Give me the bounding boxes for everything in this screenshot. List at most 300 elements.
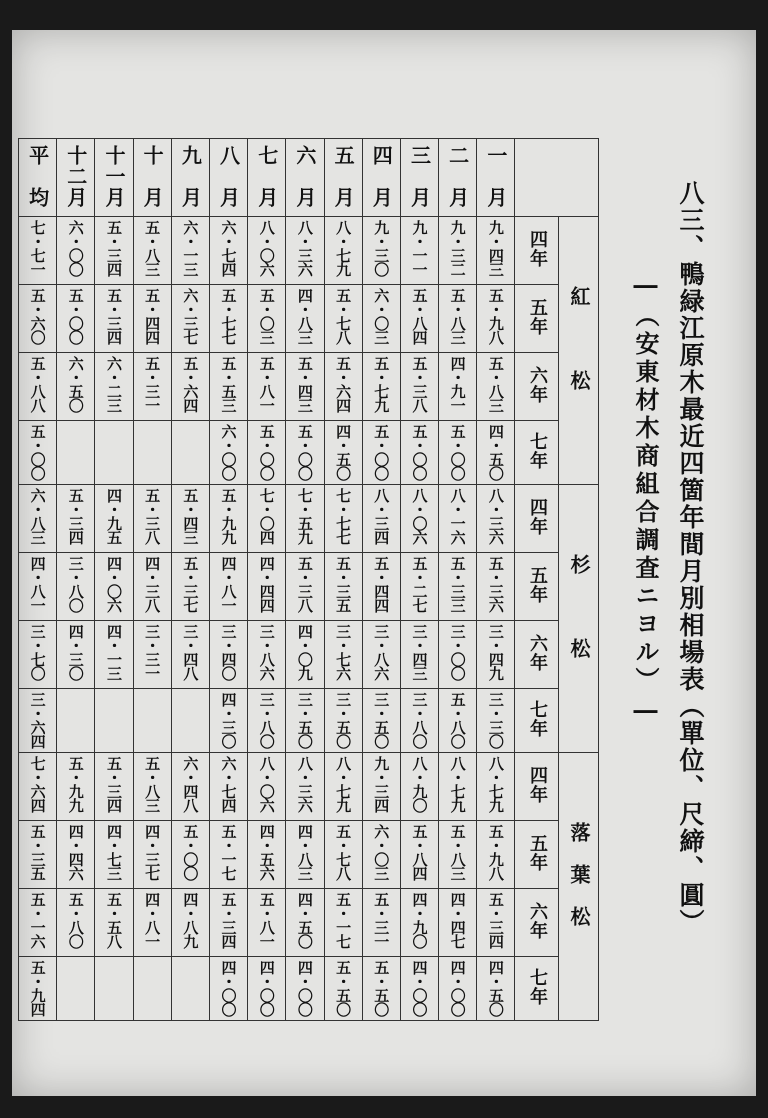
price-value: 四・〇〇 (295, 960, 314, 1016)
price-value: 三・四八 (181, 624, 200, 680)
price-cell (57, 821, 95, 889)
table-subtitle: ―（安東材木商組合調査ニヨル）― (631, 270, 660, 728)
price-value: 五・一七 (334, 892, 353, 948)
price-value: 五・三七 (181, 556, 200, 612)
price-cell (477, 421, 515, 485)
price-cell (439, 821, 477, 889)
month-label: 二 月 (445, 145, 470, 208)
price-cell (400, 753, 438, 821)
price-cell (57, 889, 95, 957)
price-cell (286, 217, 324, 285)
price-cell (248, 285, 286, 353)
price-value: 三・五〇 (334, 692, 353, 748)
price-value: 四・〇〇 (219, 960, 238, 1016)
price-value: 五・九八 (486, 824, 505, 880)
price-cell (133, 421, 171, 485)
month-label: 七 月 (254, 145, 279, 208)
price-cell (324, 421, 362, 485)
price-value: 五・一六 (28, 892, 47, 948)
price-cell (400, 353, 438, 421)
price-cell (95, 217, 133, 285)
price-value: 八・七九 (448, 756, 467, 812)
price-value: 五・〇〇 (372, 424, 391, 480)
price-cell (439, 553, 477, 621)
price-value: 五・六〇 (28, 288, 47, 344)
price-cell (57, 753, 95, 821)
price-value: 八・三六 (295, 756, 314, 812)
price-value: 四・四四 (257, 556, 276, 612)
price-cell (248, 421, 286, 485)
price-value: 五・八〇 (448, 692, 467, 748)
price-cell (171, 753, 209, 821)
price-value: 三・四九 (486, 624, 505, 680)
price-cell (95, 353, 133, 421)
price-value: 六・〇三 (372, 824, 391, 880)
month-label: 十二月 (63, 145, 88, 208)
year-header-cell (515, 889, 559, 957)
price-value: 四・五〇 (295, 892, 314, 948)
price-cell (477, 821, 515, 889)
month-header-cell (400, 139, 438, 217)
price-cell (248, 485, 286, 553)
month-label: 四 月 (369, 145, 394, 208)
price-value: 四・〇〇 (410, 960, 429, 1016)
year-header-cell (515, 421, 559, 485)
price-cell (477, 285, 515, 353)
price-cell (19, 689, 57, 753)
price-cell (248, 889, 286, 957)
price-cell (95, 821, 133, 889)
price-cell (400, 217, 438, 285)
price-value: 九・三二 (448, 220, 467, 276)
table-row (19, 421, 599, 485)
price-value: 五・三五 (28, 824, 47, 880)
price-cell (286, 285, 324, 353)
price-value: 六・〇〇 (66, 220, 85, 276)
species-header-cell (559, 217, 599, 485)
price-cell (95, 889, 133, 957)
price-value: 四・五〇 (486, 424, 505, 480)
price-cell (324, 753, 362, 821)
price-value: 四・四七 (448, 892, 467, 948)
price-cell (133, 217, 171, 285)
price-value: 四・四六 (66, 824, 85, 880)
price-cell (133, 689, 171, 753)
price-cell (286, 889, 324, 957)
price-cell (439, 621, 477, 689)
price-value: 七・六四 (28, 756, 47, 812)
price-value: 四・三七 (143, 824, 162, 880)
price-cell (57, 689, 95, 753)
price-value: 三・八六 (372, 624, 391, 680)
price-cell (324, 957, 362, 1021)
price-cell (324, 353, 362, 421)
price-value: 四・三〇 (66, 624, 85, 680)
price-value: 四・三八 (143, 556, 162, 612)
price-value: 九・三四 (372, 756, 391, 812)
price-value: 六・五〇 (66, 356, 85, 412)
price-value: 六・一三 (181, 220, 200, 276)
price-cell (95, 421, 133, 485)
price-cell (286, 553, 324, 621)
price-value: 五・三八 (143, 488, 162, 544)
price-cell (57, 217, 95, 285)
price-cell (171, 821, 209, 889)
price-value: 五・九九 (219, 488, 238, 544)
price-value: 四・八一 (28, 556, 47, 612)
price-cell (95, 957, 133, 1021)
price-cell (324, 553, 362, 621)
year-header-cell (515, 217, 559, 285)
price-cell (171, 889, 209, 957)
price-cell (95, 285, 133, 353)
price-value: 五・三四 (104, 288, 123, 344)
price-cell (362, 421, 400, 485)
price-cell (400, 553, 438, 621)
year-label: 七年 (526, 431, 548, 470)
price-value: 五・八三 (486, 356, 505, 412)
price-cell (19, 285, 57, 353)
table-row (19, 957, 599, 1021)
price-value: 五・五〇 (372, 960, 391, 1016)
price-cell (171, 353, 209, 421)
year-header-cell (515, 689, 559, 753)
price-value: 五・三三 (448, 556, 467, 612)
price-value: 五・九四 (28, 960, 47, 1016)
price-cell (362, 621, 400, 689)
year-label: 五年 (526, 833, 548, 872)
year-label: 六年 (526, 901, 548, 940)
month-header-cell (248, 139, 286, 217)
price-value: 五・三四 (104, 220, 123, 276)
price-cell (286, 689, 324, 753)
month-label: 平 均 (25, 145, 50, 208)
price-cell (133, 621, 171, 689)
price-value: 五・五〇 (334, 960, 353, 1016)
price-cell (171, 957, 209, 1021)
price-value: 六・四八 (181, 756, 200, 812)
price-cell (19, 353, 57, 421)
price-cell (400, 821, 438, 889)
species-header-cell (559, 485, 599, 753)
price-cell (95, 689, 133, 753)
price-cell (362, 553, 400, 621)
price-value: 七・五九 (295, 488, 314, 544)
month-label: 九 月 (178, 145, 203, 208)
month-header-cell (19, 139, 57, 217)
price-value: 四・五六 (257, 824, 276, 880)
title-block (624, 180, 714, 936)
price-cell (439, 889, 477, 957)
price-cell (171, 421, 209, 485)
price-cell (248, 689, 286, 753)
price-cell (209, 553, 247, 621)
price-cell (171, 621, 209, 689)
price-value: 三・八六 (257, 624, 276, 680)
price-cell (248, 753, 286, 821)
price-cell (362, 353, 400, 421)
month-label: 十 月 (140, 145, 165, 208)
price-cell (209, 753, 247, 821)
price-value: 六・七四 (219, 756, 238, 812)
year-label: 七年 (526, 967, 548, 1006)
price-value: 五・三一 (143, 356, 162, 412)
price-cell (362, 821, 400, 889)
year-header-cell (515, 353, 559, 421)
year-label: 四年 (526, 765, 548, 804)
price-value: 五・八一 (257, 892, 276, 948)
year-header-cell (515, 553, 559, 621)
price-value: 八・〇六 (410, 488, 429, 544)
price-value: 五・八三 (143, 756, 162, 812)
month-header-cell (57, 139, 95, 217)
price-value: 四・九五 (104, 488, 123, 544)
month-label: 一 月 (483, 145, 508, 208)
price-cell (362, 753, 400, 821)
month-label: 八 月 (216, 145, 241, 208)
price-cell (95, 553, 133, 621)
table-row (19, 689, 599, 753)
price-cell (362, 957, 400, 1021)
price-value: 六・八三 (28, 488, 47, 544)
price-cell (57, 353, 95, 421)
month-header-cell (133, 139, 171, 217)
price-cell (400, 485, 438, 553)
price-cell (400, 889, 438, 957)
month-label: 五 月 (331, 145, 356, 208)
price-cell (286, 485, 324, 553)
price-cell (477, 353, 515, 421)
price-cell (19, 621, 57, 689)
table-title: 八三、鴨緑江原木最近四箇年間月別相場表（單位、尺締、圓） (676, 180, 705, 936)
price-cell (95, 621, 133, 689)
price-cell (95, 485, 133, 553)
price-value: 七・〇四 (257, 488, 276, 544)
price-cell (324, 821, 362, 889)
month-header-cell (95, 139, 133, 217)
price-value: 三・三〇 (486, 692, 505, 748)
month-header-row (19, 139, 599, 217)
price-value: 四・五〇 (486, 960, 505, 1016)
price-cell (133, 353, 171, 421)
price-cell (133, 285, 171, 353)
price-cell (286, 753, 324, 821)
price-cell (19, 753, 57, 821)
table-row (19, 485, 599, 553)
table-row (19, 285, 599, 353)
price-cell (19, 553, 57, 621)
price-cell (362, 889, 400, 957)
price-cell (133, 821, 171, 889)
species-label: 杉 松 (566, 553, 591, 680)
price-value: 五・三一 (372, 892, 391, 948)
price-value: 五・八三 (448, 288, 467, 344)
price-cell (324, 689, 362, 753)
species-label: 紅 松 (566, 285, 591, 412)
price-value: 三・八〇 (66, 556, 85, 612)
table-row (19, 353, 599, 421)
price-cell (209, 957, 247, 1021)
price-cell (286, 421, 324, 485)
price-cell (362, 285, 400, 353)
price-cell (19, 957, 57, 1021)
price-value: 五・六四 (181, 356, 200, 412)
price-cell (57, 285, 95, 353)
price-cell (209, 353, 247, 421)
year-header-cell (515, 285, 559, 353)
price-value: 五・一七 (219, 824, 238, 880)
price-value: 五・〇〇 (295, 424, 314, 480)
price-value: 八・七九 (486, 756, 505, 812)
price-cell (57, 485, 95, 553)
price-cell (286, 957, 324, 1021)
price-value: 五・三八 (410, 356, 429, 412)
year-label: 五年 (526, 565, 548, 604)
month-header-cell (324, 139, 362, 217)
price-cell (133, 485, 171, 553)
price-cell (439, 957, 477, 1021)
price-cell (400, 285, 438, 353)
table-row (19, 821, 599, 889)
price-cell (439, 353, 477, 421)
price-cell (286, 621, 324, 689)
price-value: 五・三八 (295, 556, 314, 612)
month-header-cell (477, 139, 515, 217)
year-header-cell (515, 821, 559, 889)
price-value: 八・三六 (486, 488, 505, 544)
price-value: 五・〇〇 (410, 424, 429, 480)
price-cell (57, 553, 95, 621)
price-value: 五・〇〇 (66, 288, 85, 344)
price-value: 四・〇〇 (448, 960, 467, 1016)
price-value: 三・八〇 (410, 692, 429, 748)
price-value: 九・三〇 (372, 220, 391, 276)
price-cell (19, 889, 57, 957)
price-value: 八・〇六 (257, 756, 276, 812)
price-value: 三・五〇 (295, 692, 314, 748)
price-cell (477, 689, 515, 753)
price-value: 五・三四 (66, 488, 85, 544)
price-cell (439, 485, 477, 553)
price-cell (439, 217, 477, 285)
price-cell (95, 753, 133, 821)
year-label: 五年 (526, 297, 548, 336)
price-value: 三・四〇 (219, 624, 238, 680)
price-cell (286, 353, 324, 421)
price-value: 八・〇六 (257, 220, 276, 276)
price-cell (19, 485, 57, 553)
price-cell (477, 621, 515, 689)
price-value: 五・五三 (219, 356, 238, 412)
price-value: 五・八一 (257, 356, 276, 412)
price-cell (248, 217, 286, 285)
price-value: 五・〇〇 (28, 424, 47, 480)
price-value: 五・六四 (334, 356, 353, 412)
price-value: 五・七八 (334, 288, 353, 344)
price-cell (477, 485, 515, 553)
price-cell (248, 821, 286, 889)
price-value: 四・一三 (104, 624, 123, 680)
price-value: 九・四三 (486, 220, 505, 276)
year-label: 四年 (526, 497, 548, 536)
price-value: 五・三四 (486, 892, 505, 948)
month-label: 十一月 (101, 145, 126, 208)
price-value: 八・三六 (295, 220, 314, 276)
table-row (19, 889, 599, 957)
price-value: 六・〇〇 (219, 424, 238, 480)
price-cell (477, 217, 515, 285)
table-row (19, 553, 599, 621)
price-cell (400, 621, 438, 689)
price-cell (171, 485, 209, 553)
table-row (19, 621, 599, 689)
price-value: 八・九〇 (410, 756, 429, 812)
price-cell (209, 421, 247, 485)
price-cell (133, 957, 171, 1021)
price-value: 五・七七 (219, 288, 238, 344)
price-value: 五・四四 (143, 288, 162, 344)
year-label: 四年 (526, 229, 548, 268)
corner-cell (515, 139, 599, 217)
price-cell (209, 821, 247, 889)
price-value: 五・八四 (410, 288, 429, 344)
price-value: 四・九一 (448, 356, 467, 412)
price-value: 五・〇〇 (257, 424, 276, 480)
month-header-cell (286, 139, 324, 217)
price-value: 五・三四 (219, 892, 238, 948)
price-value: 七・七一 (28, 220, 47, 276)
price-value: 四・〇〇 (257, 960, 276, 1016)
price-cell (19, 421, 57, 485)
month-header-cell (209, 139, 247, 217)
price-cell (477, 753, 515, 821)
year-header-cell (515, 753, 559, 821)
price-value: 四・〇九 (295, 624, 314, 680)
price-cell (362, 689, 400, 753)
price-value: 四・五〇 (334, 424, 353, 480)
price-cell (57, 957, 95, 1021)
price-value: 六・三七 (181, 288, 200, 344)
price-cell (439, 753, 477, 821)
price-value: 五・〇三 (257, 288, 276, 344)
price-value: 四・七三 (104, 824, 123, 880)
price-cell (439, 421, 477, 485)
price-value: 八・三四 (372, 488, 391, 544)
price-cell (248, 553, 286, 621)
price-value: 三・四三 (410, 624, 429, 680)
price-cell (19, 217, 57, 285)
price-cell (209, 217, 247, 285)
price-value: 五・八〇 (66, 892, 85, 948)
price-cell (362, 217, 400, 285)
price-cell (209, 621, 247, 689)
price-cell (19, 821, 57, 889)
year-header-cell (515, 957, 559, 1021)
price-value: 八・七九 (334, 756, 353, 812)
price-value: 六・〇三 (372, 288, 391, 344)
price-cell (477, 889, 515, 957)
price-cell (171, 217, 209, 285)
price-value: 八・一六 (448, 488, 467, 544)
table-row (19, 753, 599, 821)
year-header-cell (515, 485, 559, 553)
price-value: 八・七九 (334, 220, 353, 276)
price-value: 六・七四 (219, 220, 238, 276)
price-value: 五・四四 (372, 556, 391, 612)
price-value: 五・七九 (372, 356, 391, 412)
price-table (18, 138, 599, 1021)
price-cell (57, 421, 95, 485)
